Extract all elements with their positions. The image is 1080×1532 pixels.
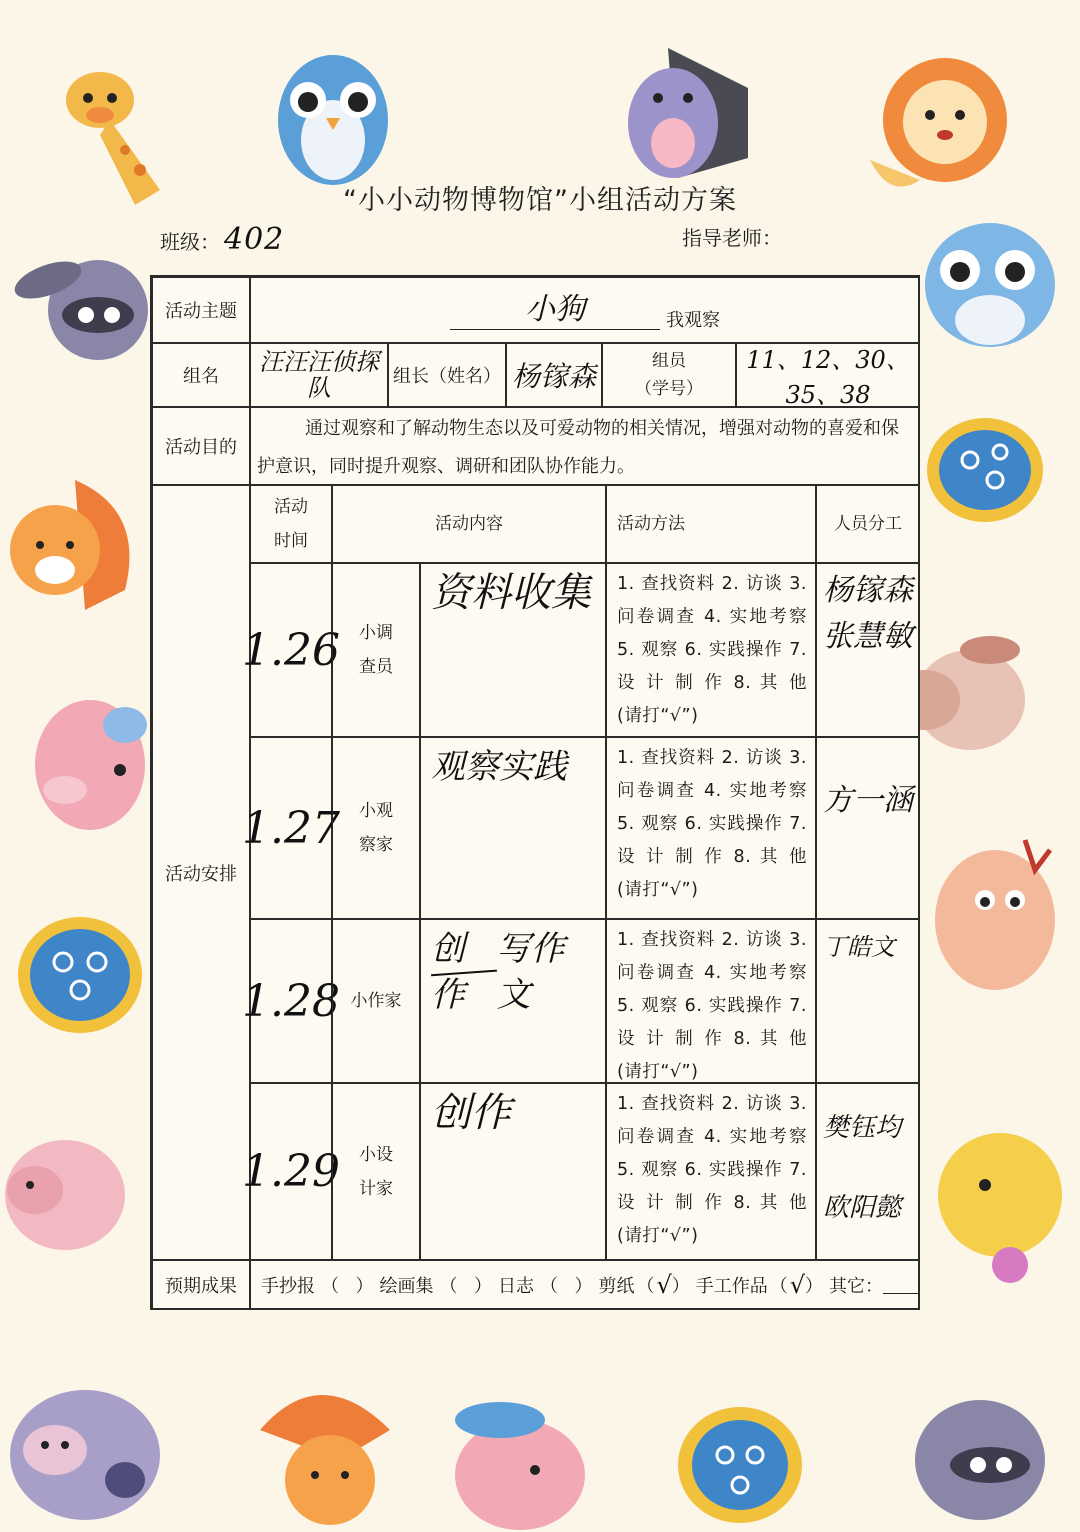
- class-value: 402: [224, 222, 285, 257]
- outcome-item-1: 手抄报: [261, 1276, 315, 1297]
- purpose-label: 活动目的: [152, 407, 250, 485]
- owl-illustration: [268, 40, 398, 190]
- header-method: 活动方法: [606, 485, 816, 563]
- row4-role-line1: 小设: [359, 1144, 393, 1165]
- row1-staff-2: 张慧敏: [823, 619, 913, 654]
- row2-staff: [816, 737, 920, 919]
- header-time-line2: 时间: [274, 531, 308, 551]
- outcome-item-4: 剪纸: [598, 1276, 635, 1297]
- pink-bear-illustration: [5, 1130, 145, 1260]
- row3-content-text: 写作文: [496, 929, 565, 1015]
- outcome-label: 预期成果: [152, 1260, 250, 1310]
- row4-time: 1.29: [250, 1083, 332, 1260]
- row4-staff: [816, 1083, 920, 1260]
- row2-role: [332, 737, 420, 919]
- row1-role-line2: 查员: [359, 657, 393, 677]
- row2-staff-1: 方一涵: [823, 783, 913, 818]
- schedule-label: 活动安排: [152, 485, 250, 1260]
- hedgehog-illustration: [608, 28, 758, 188]
- class-label: 班级：: [160, 230, 220, 254]
- row1-method: 1. 查找资料 2. 访谈 3. 问卷调查 4. 实地考察 5. 观察 6. 实践操作 7. 设 计 制 作 8. 其 他 (请打“√”): [606, 563, 816, 737]
- outcome-other-line: [883, 1276, 919, 1294]
- deer-illustration: [915, 820, 1065, 1000]
- owl-illustration-right: [915, 205, 1065, 355]
- row3-time: 1.28: [250, 919, 332, 1083]
- cow-illustration: [5, 1370, 175, 1530]
- raccoon-illustration-bottom: [900, 1370, 1060, 1530]
- outcome-item-2: 绘画集: [379, 1276, 434, 1297]
- outcome-options: 手抄报 （ ） 绘画集 （ ） 日志 （ ） 剪纸 （ √ ） 手工作品 （ √ ） 其它：: [250, 1260, 920, 1310]
- outcome-mark-4: √: [656, 1271, 672, 1299]
- turtle-illustration-right: [920, 390, 1070, 550]
- group-name-label: 组名: [152, 343, 250, 407]
- row3-role: 小作家: [332, 919, 420, 1083]
- outcome-mark-5: √: [789, 1271, 806, 1299]
- row3-content-struck: 创作: [431, 926, 497, 1018]
- row3-content: [420, 919, 606, 1083]
- row4-method: 1. 查找资料 2. 访谈 3. 问卷调查 4. 实地考察 5. 观察 6. 实践操作 7. 设 计 制 作 8. 其 他 (请打“√”): [606, 1083, 816, 1260]
- leader-label: 组长（姓名）: [388, 343, 506, 407]
- row2-method: 1. 查找资料 2. 访谈 3. 问卷调查 4. 实地考察 5. 观察 6. 实践操作 7. 设 计 制 作 8. 其 他 (请打“√”): [606, 737, 816, 919]
- teacher-label: 指导老师：: [682, 226, 782, 250]
- elephant-illustration: [440, 1385, 590, 1530]
- row3-staff: [816, 919, 920, 1083]
- sheep-illustration: [925, 1115, 1075, 1295]
- row4-staff-1: 樊钰均: [823, 1113, 902, 1143]
- row1-content: 资料收集: [420, 563, 606, 737]
- fox-illustration: [5, 470, 150, 620]
- header-time: [250, 485, 332, 563]
- members-value: 11、12、30、35、38: [736, 343, 920, 407]
- turtle-illustration-bottom: [665, 1390, 815, 1530]
- row1-role-line1: 小调: [359, 623, 393, 643]
- theme-field: [250, 277, 920, 343]
- fox-illustration-bottom: [240, 1370, 400, 1530]
- class-field: [160, 222, 284, 257]
- row1-staff: [816, 563, 920, 737]
- members-label-line2: （学号）: [635, 379, 703, 399]
- row4-content: 创作: [420, 1083, 606, 1260]
- leader-value: 杨镓森: [506, 343, 602, 407]
- group-name-value: 汪汪汪侦探队: [250, 343, 388, 407]
- activity-plan-table: [150, 275, 920, 1310]
- row4-role: [332, 1083, 420, 1260]
- row2-time: 1.27: [250, 737, 332, 919]
- theme-label: 活动主题: [152, 277, 250, 343]
- row2-role-line1: 小观: [359, 801, 393, 821]
- header-content: 活动内容: [332, 485, 606, 563]
- page-title: “小小动物博物馆”小组活动方案: [343, 185, 737, 216]
- row1-staff-1: 杨镓森: [823, 573, 913, 608]
- theme-suffix: 我观察: [666, 310, 720, 331]
- row1-role: [332, 563, 420, 737]
- header-time-line1: 活动: [274, 497, 308, 517]
- outcome-item-3: 日志: [497, 1276, 534, 1297]
- row2-content: 观察实践: [420, 737, 606, 919]
- row4-staff-2: 欧阳懿: [823, 1193, 902, 1223]
- outcome-item-5: 手工作品: [695, 1276, 768, 1297]
- header-staff: 人员分工: [816, 485, 920, 563]
- raccoon-illustration: [8, 240, 158, 390]
- pig-illustration: [25, 670, 155, 840]
- outcome-other: 其它：: [829, 1276, 884, 1297]
- row4-role-line2: 计家: [359, 1178, 393, 1199]
- row3-method: 1. 查找资料 2. 访谈 3. 问卷调查 4. 实地考察 5. 观察 6. 实践操作 7. 设 计 制 作 8. 其 他 (请打“√”): [606, 919, 816, 1083]
- members-label-line1: 组员: [652, 351, 686, 371]
- turtle-illustration-left: [5, 890, 155, 1060]
- row2-role-line2: 察家: [359, 835, 393, 855]
- row3-staff-1: 丁皓文: [823, 933, 895, 961]
- theme-value: 小狗: [450, 291, 660, 330]
- members-label: [602, 343, 736, 407]
- purpose-text: 通过观察和了解动物生态以及可爱动物的相关情况，增强对动物的喜爱和保护意识，同时提升观察、调研和团队协作能力。: [250, 407, 920, 485]
- row1-time: 1.26: [250, 563, 332, 737]
